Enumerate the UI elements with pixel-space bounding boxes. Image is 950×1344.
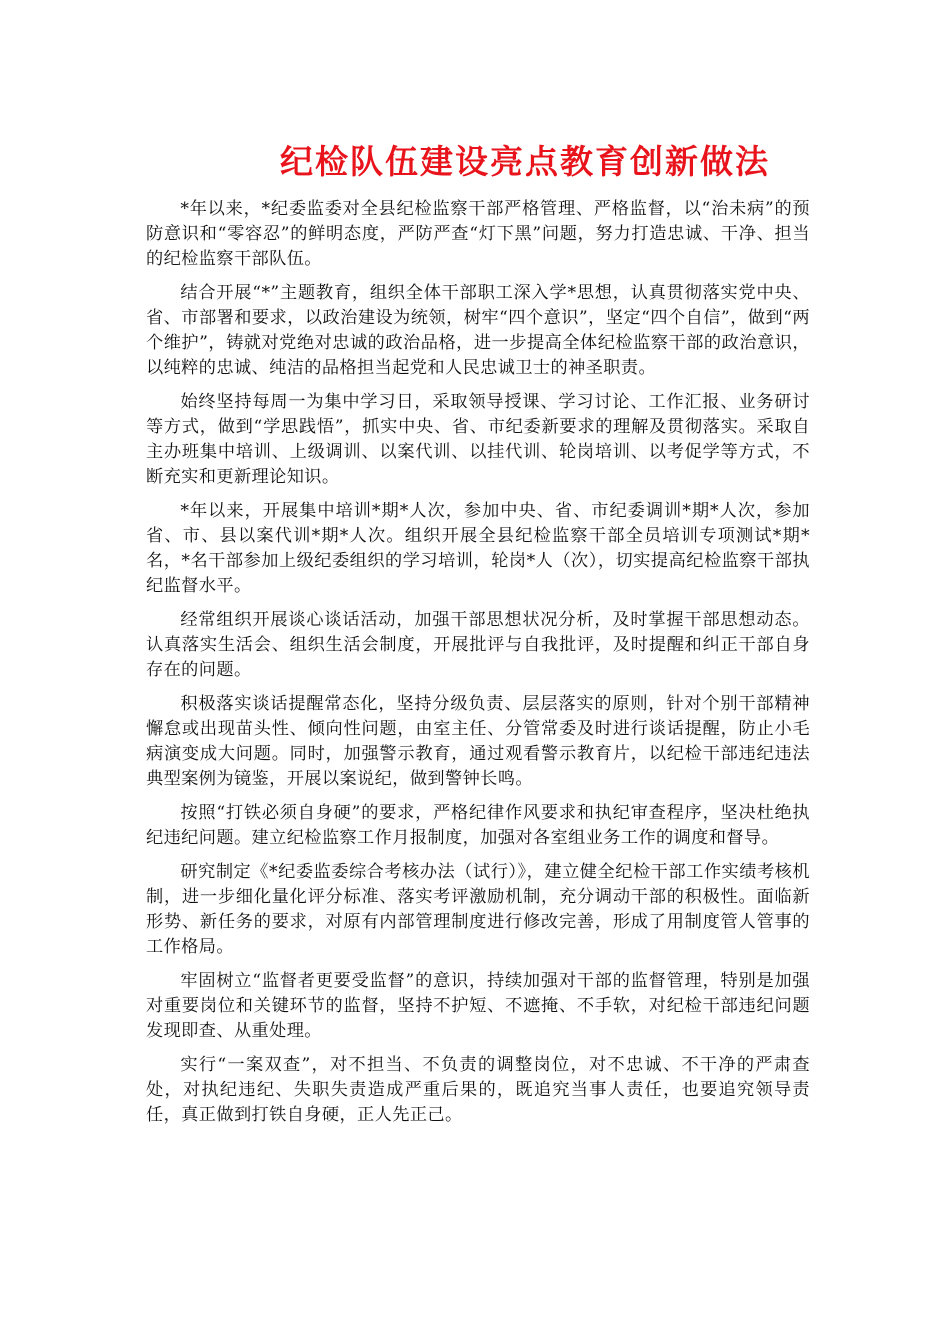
- paragraph-3: 始终坚持每周一为集中学习日，采取领导授课、学习讨论、工作汇报、业务研讨等方式，做到“学思践悟”，抓实中央、省、市纪委新要求的理解及贯彻落实。采取自主办班集中培训、上级调训、以案代训、以挂代训、轮岗培训、以考促学等方式，不断充实和更新理论知识。: [146, 392, 810, 487]
- paragraph-4: *年以来，开展集中培训*期*人次，参加中央、省、市纪委调训*期*人次，参加省、市、县以案代训*期*人次。组织开展全县纪检监察干部全员培训专项测试*期*名，*名干部参加上级纪委组织的学习培训，轮岗*人（次），切实提高纪检监察干部执纪监督水平。: [146, 501, 810, 596]
- paragraph-9: 牢固树立“监督者更要受监督”的意识，持续加强对干部的监督管理，特别是加强对重要岗位和关键环节的监督，坚持不护短、不遮掩、不手软，对纪检干部违纪问题发现即查、从重处理。: [146, 971, 810, 1041]
- paragraph-7: 按照“打铁必须自身硬”的要求，严格纪律作风要求和执纪审查程序，坚决杜绝执纪违纪问题。建立纪检监察工作月报制度，加强对各室组业务工作的调度和督导。: [146, 803, 810, 848]
- paragraph-2: 结合开展“*”主题教育，组织全体干部职工深入学*思想，认真贯彻落实党中央、省、市部署和要求，以政治建设为统领，树牢“四个意识”，坚定“四个自信”，做到“两个维护”，铸就对党绝对忠诚的政治品格，进一步提高全体纪检监察干部的政治意识，以纯粹的忠诚、纯洁的品格担当起党和人民忠诚卫士的神圣职责。: [146, 283, 810, 378]
- paragraph-8: 研究制定《*纪委监委综合考核办法（试行）》，建立健全纪检干部工作实绩考核机制，进一步细化量化评分标准、落实考评激励机制，充分调动干部的积极性。面临新形势、新任务的要求，对原有内部管理制度进行修改完善，形成了用制度管人管事的工作格局。: [146, 862, 810, 957]
- paragraph-1: *年以来，*纪委监委对全县纪检监察干部严格管理、严格监督，以“治未病”的预防意识和“零容忍”的鲜明态度，严防严查“灯下黑”问题，努力打造忠诚、干净、担当的纪检监察干部队伍。: [146, 199, 810, 269]
- paragraph-10: 实行“一案双查”，对不担当、不负责的调整岗位，对不忠诚、不干净的严肃查处，对执纪违纪、失职失责造成严重后果的，既追究当事人责任，也要追究领导责任，真正做到打铁自身硬，正人先正己。: [146, 1055, 810, 1125]
- paragraph-6: 积极落实谈话提醒常态化，坚持分级负责、层层落实的原则，针对个别干部精神懈怠或出现苗头性、倾向性问题，由室主任、分管常委及时进行谈话提醒，防止小毛病演变成大问题。同时，加强警示教育，通过观看警示教育片，以纪检干部违纪违法典型案例为镜鉴，开展以案说纪，做到警钟长鸣。: [146, 694, 810, 789]
- document-title: 纪检队伍建设亮点教育创新做法: [280, 142, 770, 181]
- paragraph-5: 经常组织开展谈心谈话活动，加强干部思想状况分析，及时掌握干部思想动态。认真落实生活会、组织生活会制度，开展批评与自我批评，及时提醒和纠正干部自身存在的问题。: [146, 610, 810, 680]
- document-page: [146, 128, 810, 1137]
